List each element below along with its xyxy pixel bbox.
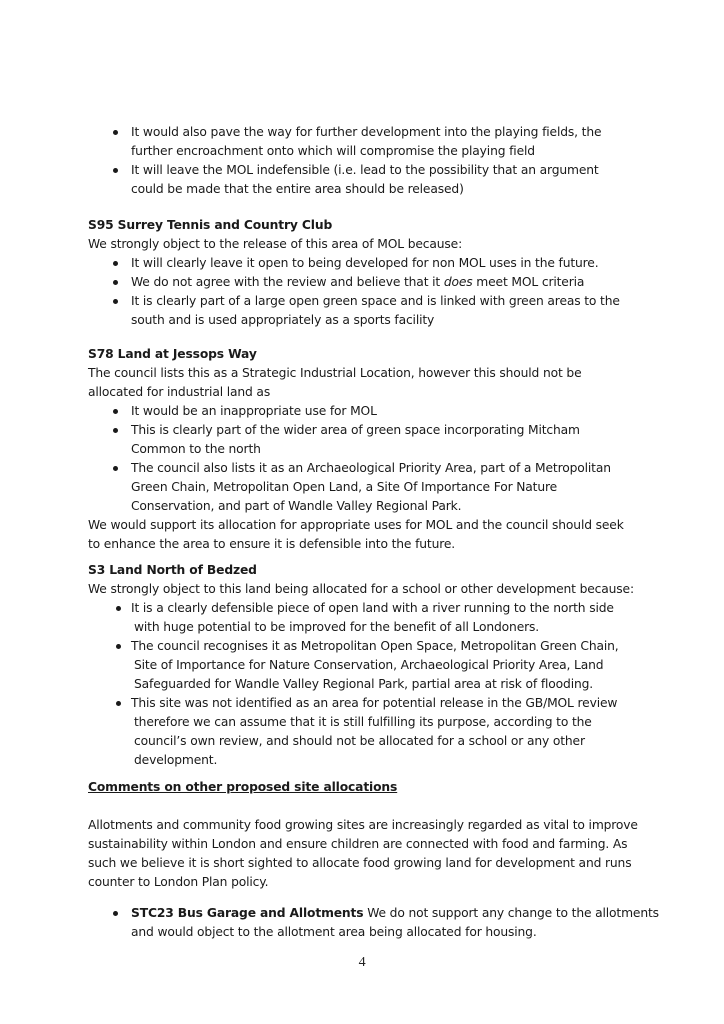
section-intro: We strongly object to the release of this area of MOL because: [88, 237, 463, 251]
list-item-line: council’s own review, and should not be allocated for a school or any other [134, 734, 585, 748]
section-heading: S78 Land at Jessops Way [88, 347, 257, 361]
list-item-line: Conservation, and part of Wandle Valley Regional Park. [131, 499, 462, 513]
list-item [88, 254, 648, 273]
text-run: We do not support any change to the allotments [363, 906, 659, 920]
bullet-icon [113, 428, 118, 433]
paragraph-line: such we believe it is short sighted to allocate food growing land for development and runs [88, 856, 632, 870]
intro-bullet-list [88, 123, 648, 199]
paragraph-line: sustainability within London and ensure children are connected with food and farming. As [88, 837, 628, 851]
list-item-line: It is a clearly defensible piece of open land with a river running to the north side [131, 601, 614, 615]
list-item [88, 273, 648, 292]
bullet-icon [113, 280, 118, 285]
list-item-line: south and is used appropriately as a sports facility [131, 313, 435, 327]
list-item [88, 694, 648, 770]
list-item-line: It would also pave the way for further development into the playing fields, the [131, 125, 602, 139]
section-heading: S3 Land North of Bedzed [88, 563, 257, 577]
list-item-line: with huge potential to be improved for the benefit of all Londoners. [134, 620, 540, 634]
bullet-icon [113, 466, 118, 471]
list-item-line: It would be an inappropriate use for MOL [131, 404, 377, 418]
section-intro: The council lists this as a Strategic Industrial Location, however this should not be [88, 366, 582, 380]
list-item-line: This site was not identified as an area for potential release in the GB/MOL review [131, 696, 618, 710]
emphasis-text: does [443, 275, 473, 289]
section-comments [88, 778, 659, 942]
site-allocation-label: STC23 Bus Garage and Allotments [131, 906, 364, 920]
list-item [88, 421, 648, 459]
section-heading: S95 Surrey Tennis and Country Club [88, 218, 333, 232]
comments-heading: Comments on other proposed site allocations [88, 780, 398, 794]
bullet-icon [113, 261, 118, 266]
list-item-line: and would object to the allotment area being allocated for housing. [131, 925, 537, 939]
section-intro: allocated for industrial land as [88, 385, 271, 399]
bullet-icon [116, 606, 121, 611]
page-number: 4 [358, 955, 366, 970]
bullet-icon [116, 701, 121, 706]
section-outro: to enhance the area to ensure it is defensible into the future. [88, 537, 456, 551]
bullet-icon [113, 168, 118, 173]
list-item-line: The council recognises it as Metropolitan Open Space, Metropolitan Green Chain, [131, 639, 619, 653]
list-item-line [88, 904, 659, 923]
list-item [88, 904, 659, 942]
text-run: meet MOL criteria [472, 275, 585, 289]
list-item-line: could be made that the entire area should be released) [131, 182, 464, 196]
section-outro: We would support its allocation for appropriate uses for MOL and the council should seek [88, 518, 624, 532]
list-item-line: The council also lists it as an Archaeological Priority Area, part of a Metropolitan [131, 461, 611, 475]
list-item-line [88, 273, 648, 292]
list-item-line: Green Chain, Metropolitan Open Land, a Site Of Importance For Nature [131, 480, 558, 494]
section-intro: We strongly object to this land being allocated for a school or other development because: [88, 582, 634, 596]
list-item [88, 161, 648, 199]
list-item [88, 292, 648, 330]
paragraph-line: counter to London Plan policy. [88, 875, 269, 889]
list-item-line: development. [134, 753, 218, 767]
list-item [88, 599, 648, 637]
bullet-icon [113, 409, 118, 414]
list-item-line: It will clearly leave it open to being developed for non MOL uses in the future. [131, 256, 599, 270]
section-s3 [88, 561, 648, 770]
list-item [88, 402, 648, 421]
bullet-icon [113, 299, 118, 304]
list-item-line: Site of Importance for Nature Conservation, Archaeological Priority Area, Land [134, 658, 604, 672]
section-s78 [88, 345, 648, 554]
list-item-line: It will leave the MOL indefensible (i.e. lead to the possibility that an argument [131, 163, 599, 177]
list-item-line: therefore we can assume that it is still fulfilling its purpose, according to the [134, 715, 592, 729]
bullet-icon [113, 130, 118, 135]
list-item [88, 637, 648, 694]
list-item-line: Common to the north [131, 442, 261, 456]
bullet-icon [113, 911, 118, 916]
list-item-line: Safeguarded for Wandle Valley Regional Park, partial area at risk of flooding. [134, 677, 594, 691]
section-s95 [88, 216, 648, 330]
list-item [88, 459, 648, 516]
text-run: We do not agree with the review and believe that it [131, 275, 444, 289]
list-item [88, 123, 648, 161]
bullet-icon [116, 644, 121, 649]
paragraph-line: Allotments and community food growing sites are increasingly regarded as vital to improve [88, 818, 638, 832]
list-item-line: This is clearly part of the wider area of green space incorporating Mitcham [131, 423, 580, 437]
list-item-line: further encroachment onto which will compromise the playing field [131, 144, 535, 158]
list-item-line: It is clearly part of a large open green space and is linked with green areas to the [131, 294, 620, 308]
